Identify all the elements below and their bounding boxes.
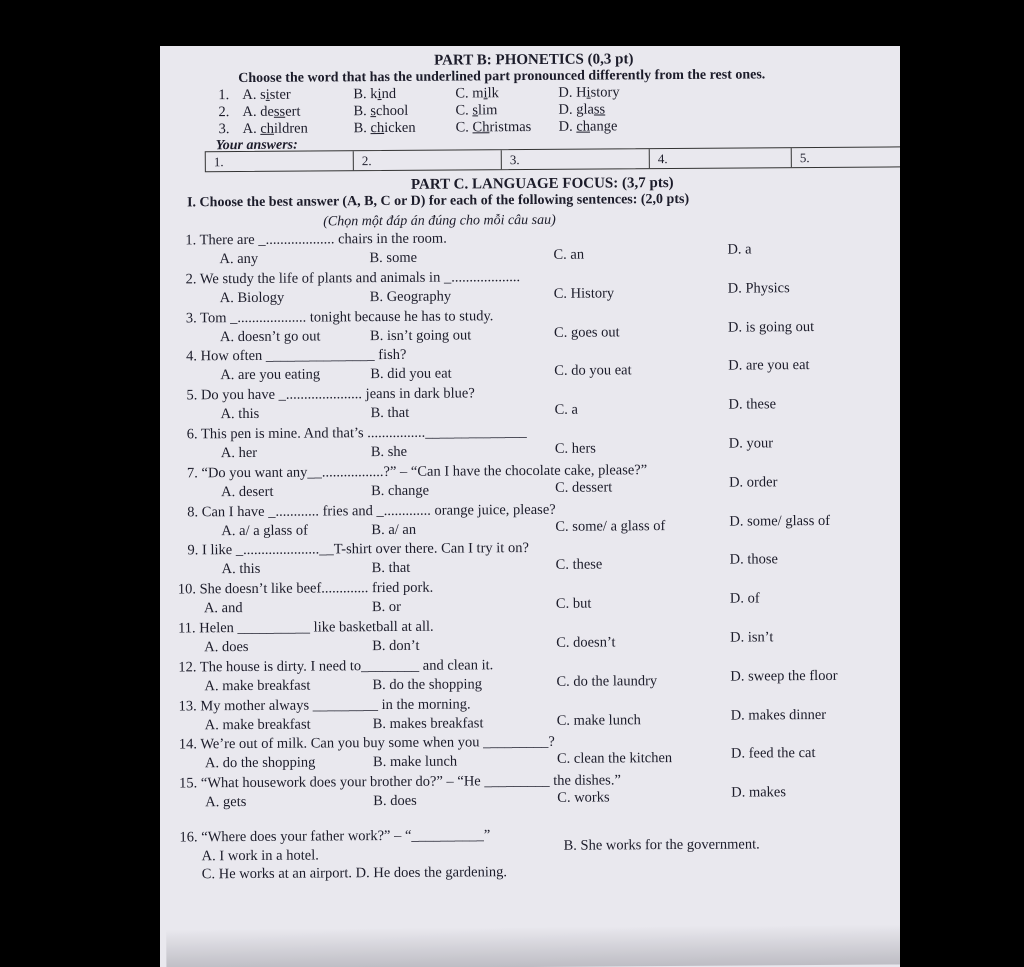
answer-cell[interactable]: 2. bbox=[354, 150, 502, 170]
underlined-part: ch bbox=[576, 118, 591, 135]
phonetics-option: D. History bbox=[558, 84, 620, 101]
phonetics-option: A. children bbox=[242, 120, 308, 138]
option-d: D. feed the cat bbox=[730, 745, 816, 763]
exam-paper bbox=[160, 46, 900, 967]
part-c-title: PART C. LANGUAGE FOCUS: (3,7 pts) bbox=[410, 175, 674, 193]
option-b: B. that bbox=[371, 560, 411, 577]
option-a: A. make breakfast bbox=[204, 677, 311, 695]
option-d: D. these bbox=[728, 396, 777, 413]
option-d: D. your bbox=[728, 435, 774, 452]
option-b: B. did you eat bbox=[370, 365, 452, 383]
option-a: A. gets bbox=[205, 794, 247, 811]
option-a: A. this bbox=[220, 406, 260, 423]
option-a: A. this bbox=[221, 561, 261, 578]
option-a: A. desert bbox=[221, 483, 274, 500]
option-c: C. make lunch bbox=[556, 711, 641, 729]
underlined-part: i bbox=[586, 84, 591, 101]
option-c: C. dessert bbox=[555, 479, 613, 496]
option-b: B. Geography bbox=[369, 288, 452, 305]
option-a: A. make breakfast bbox=[204, 716, 311, 733]
option-d: D. isn’t bbox=[730, 629, 774, 646]
phonetics-number: 1. bbox=[218, 87, 230, 104]
underlined-part: s bbox=[370, 103, 377, 120]
phonetics-option: B. school bbox=[353, 102, 409, 120]
part-b-instruction: Choose the word that has the underlined part pronounced differently from the rest ones. bbox=[238, 67, 766, 87]
option-c: C. works bbox=[557, 789, 610, 807]
option-b: B. isn’t going out bbox=[369, 327, 472, 344]
option-c: C. goes out bbox=[553, 323, 620, 341]
question-text: 4. How often _______________ fish? bbox=[186, 347, 407, 365]
option-a: A. does bbox=[204, 638, 249, 656]
option-a: A. doesn’t go out bbox=[219, 328, 321, 345]
phonetics-option: C. slim bbox=[455, 102, 498, 119]
option-d: D. sweep the floor bbox=[730, 667, 838, 685]
question-16-option-a: A. I work in a hotel. bbox=[201, 847, 319, 865]
option-c: C. these bbox=[555, 556, 603, 574]
option-a: A. do the shopping bbox=[204, 754, 316, 772]
option-b: B. do the shopping bbox=[372, 676, 483, 693]
your-answers-label: Your answers: bbox=[215, 137, 298, 154]
question-text: 15. “What housework does your brother do?” – “He _________ the dishes.” bbox=[179, 772, 621, 792]
question-16-option-b: B. She works for the government. bbox=[563, 836, 760, 854]
answer-cell[interactable]: 5. bbox=[799, 150, 810, 166]
question-text: 3. Tom _................... tonight because he has to study. bbox=[185, 307, 494, 327]
question-text: 1. There are _................... chairs in the room. bbox=[185, 230, 447, 249]
phonetics-option: A. sister bbox=[242, 86, 291, 104]
option-a: A. and bbox=[203, 600, 243, 617]
question-text: 9. I like _.....................__T-shirt over there. Can I try it on? bbox=[187, 540, 529, 559]
answer-cell[interactable]: 4. bbox=[650, 148, 792, 168]
question-text: 13. My mother always _________ in the morning. bbox=[178, 696, 471, 715]
option-c: C. an bbox=[553, 246, 585, 263]
option-b: B. does bbox=[373, 792, 417, 810]
option-b: B. some bbox=[369, 249, 418, 267]
option-d: D. those bbox=[729, 551, 778, 569]
option-b: B. makes breakfast bbox=[372, 714, 484, 732]
question-text: 7. “Do you want any__.................?” – “Can I have the chocolate cake, please?” bbox=[186, 461, 648, 482]
part-b-title: PART B: PHONETICS (0,3 pt) bbox=[434, 51, 634, 69]
option-d: D. makes bbox=[731, 784, 787, 801]
option-b: B. or bbox=[371, 599, 401, 616]
phonetics-number: 3. bbox=[218, 121, 230, 138]
underlined-part: i bbox=[483, 85, 488, 102]
option-c: C. some/ a glass of bbox=[555, 517, 666, 535]
option-c: C. a bbox=[554, 401, 578, 419]
part-c-instruction: I. Choose the best answer (A, B, C or D) for each of the following sentences: (2,0 pts) bbox=[187, 191, 690, 211]
option-c: C. do the laundry bbox=[556, 672, 658, 690]
option-b: B. a/ an bbox=[371, 521, 417, 538]
option-d: D. a bbox=[727, 241, 752, 258]
phonetics-option: A. dessert bbox=[242, 103, 301, 121]
question-text: 8. Can I have _............ fries and _............. orange juice, please? bbox=[187, 501, 556, 520]
underlined-part: ss bbox=[593, 101, 606, 118]
option-d: D. is going out bbox=[727, 318, 815, 336]
part-c-instruction-vi: (Chọn một đáp án đúng cho mỗi câu sau) bbox=[323, 212, 556, 230]
option-d: D. makes dinner bbox=[730, 706, 827, 724]
option-c: C. hers bbox=[554, 440, 596, 457]
phonetics-number: 2. bbox=[218, 104, 230, 121]
option-c: C. clean the kitchen bbox=[556, 750, 673, 768]
option-c: C. but bbox=[555, 595, 592, 613]
option-c: C. doesn’t bbox=[556, 634, 616, 651]
option-d: D. order bbox=[728, 474, 778, 491]
option-b: B. she bbox=[370, 443, 408, 461]
underlined-part: s bbox=[472, 102, 479, 119]
underlined-part: ch bbox=[260, 120, 275, 137]
option-d: D. are you eat bbox=[728, 357, 810, 375]
option-d: D. of bbox=[729, 590, 760, 607]
question-text: 2. We study the life of plants and animals in _................... bbox=[185, 268, 521, 288]
option-d: D. Physics bbox=[727, 279, 790, 297]
phonetics-option: D. change bbox=[558, 118, 618, 135]
phonetics-option: C. Christmas bbox=[455, 118, 532, 136]
option-a: A. a/ a glass of bbox=[221, 522, 309, 539]
question-text: 10. She doesn’t like beef............. fried pork. bbox=[177, 579, 434, 598]
question-text: 5. Do you have _..................... jeans in dark blue? bbox=[186, 385, 475, 404]
question-16-text: 16. “Where does your father work?” – “__________” bbox=[179, 827, 491, 846]
phonetics-option: B. chicken bbox=[353, 119, 416, 137]
option-a: A. Biology bbox=[219, 289, 285, 306]
option-a: A. are you eating bbox=[220, 366, 321, 384]
question-text: 11. Helen __________ like basketball at all. bbox=[178, 618, 434, 637]
phonetics-option: C. milk bbox=[455, 85, 499, 102]
option-c: C. History bbox=[553, 285, 615, 302]
underlined-part: ss bbox=[273, 103, 286, 120]
underlined-part: ch bbox=[370, 120, 385, 137]
option-b: B. don’t bbox=[372, 637, 420, 655]
underlined-part: i bbox=[265, 86, 270, 103]
option-b: B. make lunch bbox=[372, 753, 458, 771]
answer-cell[interactable]: 1. bbox=[206, 151, 354, 171]
option-c: C. do you eat bbox=[554, 362, 632, 380]
underlined-part: i bbox=[377, 86, 382, 103]
paper-shadow bbox=[166, 924, 900, 967]
option-a: A. any bbox=[219, 250, 259, 268]
question-text: 6. This pen is mine. And that’s ................______________ bbox=[186, 424, 527, 443]
option-a: A. her bbox=[220, 444, 258, 462]
option-d: D. some/ glass of bbox=[729, 512, 831, 530]
phonetics-option: B. kind bbox=[353, 85, 397, 103]
question-16-option-c: C. He works at an airport. D. He does the gardening. bbox=[201, 864, 508, 883]
underlined-part: Ch bbox=[472, 119, 490, 136]
option-b: B. that bbox=[370, 405, 410, 422]
exam-content bbox=[160, 46, 900, 967]
phonetics-option: D. glass bbox=[558, 101, 606, 118]
question-text: 14. We’re out of milk. Can you buy some when you _________? bbox=[178, 734, 555, 753]
option-b: B. change bbox=[371, 482, 430, 499]
question-text: 12. The house is dirty. I need to________ and clean it. bbox=[178, 657, 494, 676]
answer-table bbox=[205, 146, 900, 172]
answer-cell[interactable]: 3. bbox=[502, 149, 650, 169]
